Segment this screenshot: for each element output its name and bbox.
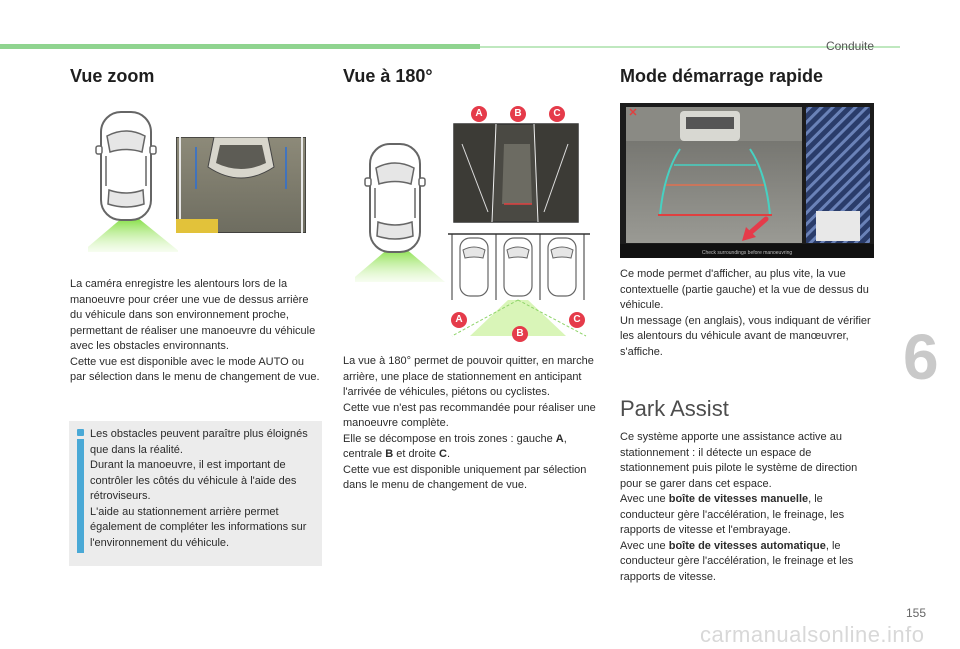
heading-vue-180: Vue à 180° (343, 66, 433, 86)
view180-paragraph-4: Cette vue est disponible uniquement par sélection dans le menu de changement de vue. (343, 463, 587, 491)
info-icon (77, 429, 84, 553)
view180-paragraph-3: Elle se décompose en trois zones : gauche A, centrale B et droite C. (343, 432, 567, 460)
badge-a-top: A (471, 106, 487, 122)
zoom-description (70, 277, 320, 386)
zoom-car-diagram (88, 108, 178, 258)
park-paragraph-3: Avec une boîte de vitesses automatique, le conducteur gère l'accélération, le freinage et les rapports de vitesse. (620, 539, 854, 583)
badge-a-bottom: A (451, 312, 467, 328)
chapter-number: 6 (903, 321, 939, 393)
section-label: Conduite (825, 39, 874, 53)
rapide-paragraph-1: Ce mode permet d'afficher, au plus vite, la vue contextuelle (partie gauche) et la vue de dessus du véhicule. (620, 268, 869, 311)
view180-car-diagram (355, 140, 445, 290)
view180-camera-image (452, 104, 582, 224)
rapide-description (620, 267, 875, 360)
view180-paragraph-2: Cette vue n'est pas recommandée pour réaliser une manoeuvre complète. (343, 401, 596, 429)
park-assist-description (620, 430, 875, 585)
zoom-camera-image (176, 137, 306, 233)
screen-message: Check surroundings before manoeuvring (701, 250, 793, 256)
header-accent-bar (0, 44, 480, 49)
rapide-paragraph-2: Un message (en anglais), vous indiquant de vérifier les alentours du véhicule avant de manœuvrer, s'affiche. (620, 314, 871, 358)
note-line-1: Les obstacles peuvent paraître plus éloignés que dans la réalité. (90, 428, 308, 456)
page-number: 155 (906, 606, 927, 620)
badge-b-top: B (510, 106, 526, 122)
heading-mode-demarrage-rapide: Mode démarrage rapide (620, 66, 824, 86)
heading-vue-zoom: Vue zoom (70, 66, 155, 86)
badge-c-top: C (549, 106, 565, 122)
note-line-3: L'aide au stationnement arrière permet également de compléter les informations sur l'environnement du véhicule. (90, 505, 307, 549)
rapide-screen-image (620, 103, 874, 258)
zoom-paragraph-1: La caméra enregistre les alentours lors de la manoeuvre pour créer une vue de dessus arrière du véhicule dans son environnement proche, permettant de réaliser une manoeuvre du véhicule avec les obstacles environnants. (70, 278, 316, 352)
zoom-info-note (69, 421, 322, 566)
park-paragraph-1: Ce système apporte une assistance active au stationnement : il détecte un espace de stationnement puis pilote le système de direction pour se garer dans cet espace. (620, 431, 858, 490)
note-line-2: Durant la manoeuvre, il est important de contrôler les côtés du véhicule à l'aide des rétroviseurs. (90, 459, 297, 502)
zoom-paragraph-2: Cette vue est disponible avec le mode AUTO ou par sélection dans le menu de changement de vue. (70, 355, 320, 383)
heading-park-assist: Park Assist (620, 396, 729, 421)
badge-c-bottom: C (569, 312, 585, 328)
park-paragraph-2: Avec une boîte de vitesses manuelle, le conducteur gère l'accélération, le freinage, les rapports de vitesse et l'embrayage. (620, 493, 845, 536)
view180-description (343, 354, 601, 494)
watermark: carmanualsonline.info (700, 622, 925, 647)
badge-b-bottom: B (512, 326, 528, 342)
view180-paragraph-1: La vue à 180° permet de pouvoir quitter, en marche arrière, une place de stationnement en anticipant l'arrivée de véhicules, piétons ou cyclistes. (343, 355, 594, 398)
